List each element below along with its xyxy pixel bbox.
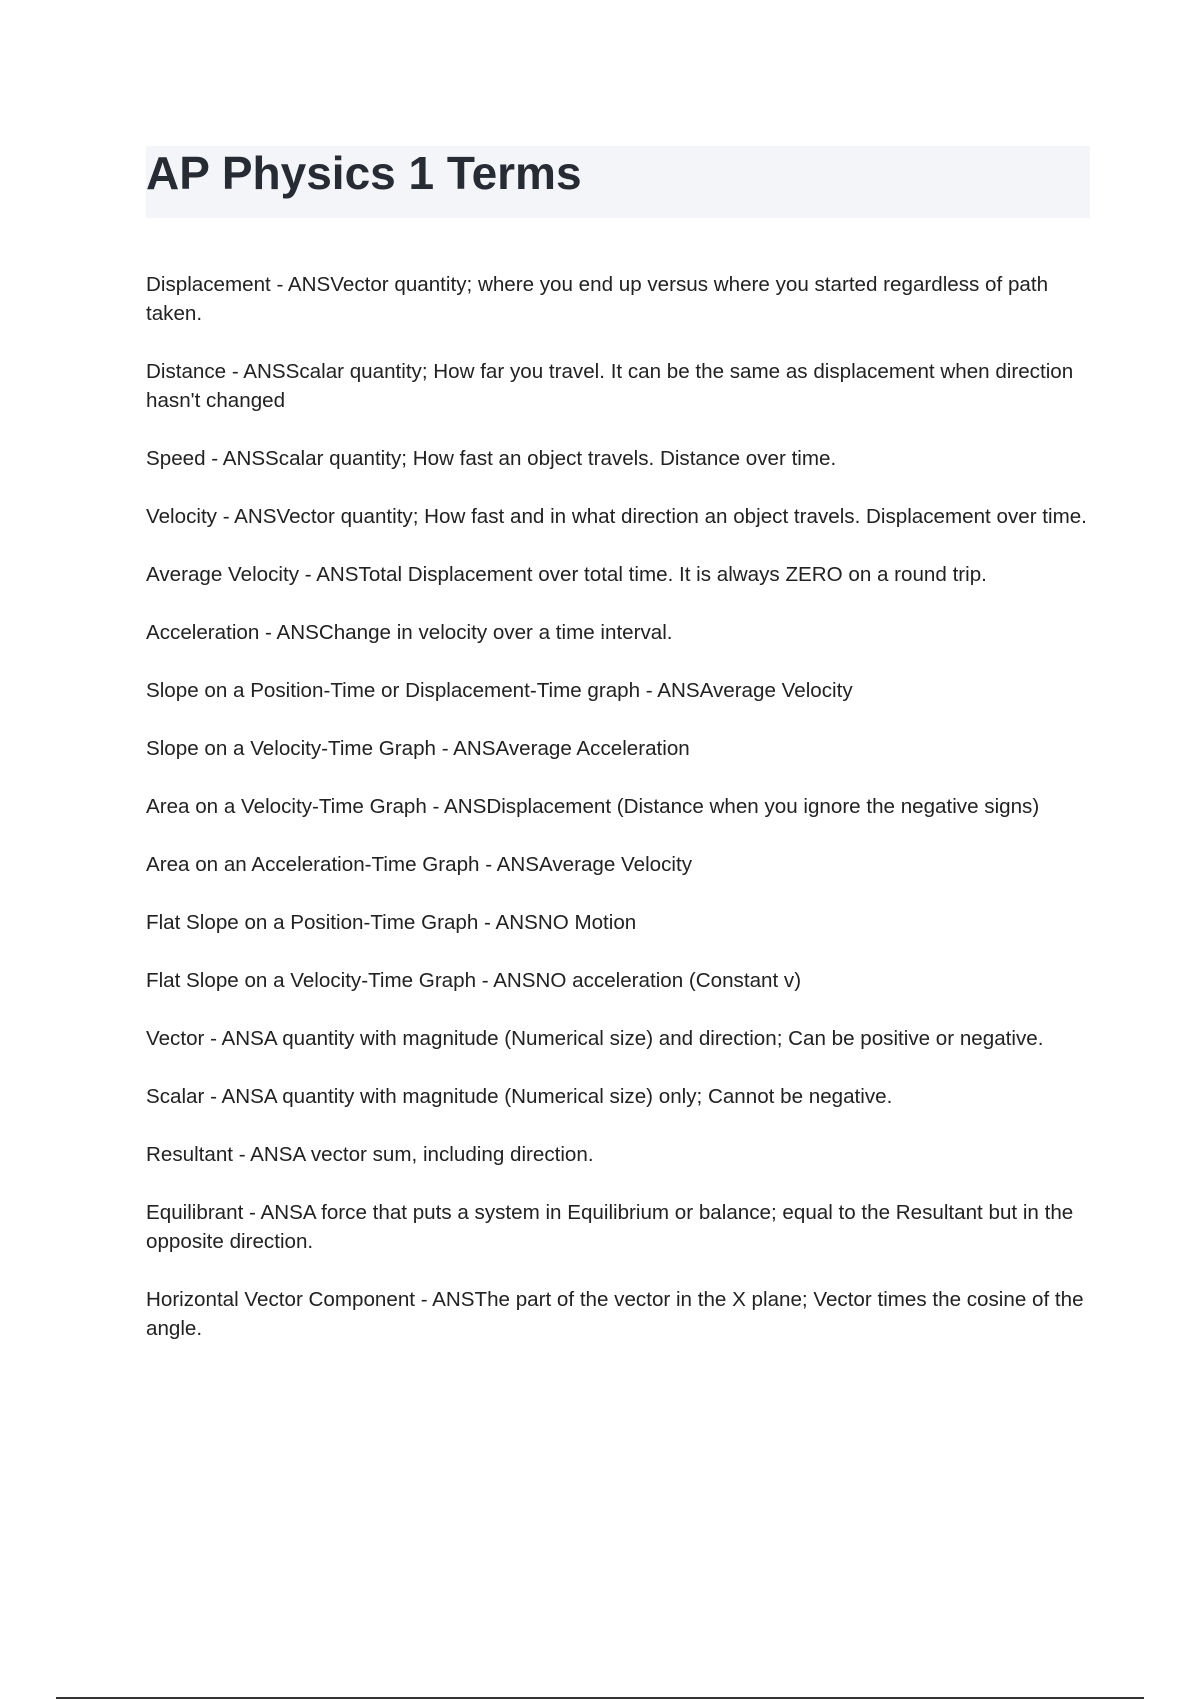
term-item: Flat Slope on a Velocity-Time Graph - ANSNO acceleration (Constant v) <box>146 969 802 992</box>
term-item: Scalar - ANSA quantity with magnitude (Numerical size) only; Cannot be negative. <box>146 1085 893 1108</box>
term-item: Speed - ANSScalar quantity; How fast an object travels. Distance over time. <box>146 447 837 470</box>
term-item: Resultant - ANSA vector sum, including direction. <box>146 1143 594 1166</box>
term-item: Equilibrant - ANSA force that puts a system in Equilibrium or balance; equal to the Resultant but in the opposite direction. <box>146 1201 1074 1253</box>
term-item: Flat Slope on a Position-Time Graph - ANSNO Motion <box>146 911 637 934</box>
page-title: AP Physics 1 Terms <box>146 147 582 199</box>
term-item: Distance - ANSScalar quantity; How far you travel. It can be the same as displacement when direction hasn't changed <box>146 360 1074 412</box>
footer-divider <box>56 1697 1144 1699</box>
term-item: Area on a Velocity-Time Graph - ANSDisplacement (Distance when you ignore the negative signs) <box>146 795 1040 818</box>
term-item: Acceleration - ANSChange in velocity over a time interval. <box>146 621 673 644</box>
term-item: Displacement - ANSVector quantity; where you end up versus where you started regardless of path taken. <box>146 273 1049 325</box>
title-banner <box>146 146 1090 218</box>
term-item: Slope on a Position-Time or Displacement-Time graph - ANSAverage Velocity <box>146 679 853 702</box>
term-item: Slope on a Velocity-Time Graph - ANSAverage Acceleration <box>146 737 690 760</box>
term-item: Area on an Acceleration-Time Graph - ANSAverage Velocity <box>146 853 693 876</box>
term-item: Average Velocity - ANSTotal Displacement over total time. It is always ZERO on a round trip. <box>146 563 987 586</box>
terms-list <box>146 270 1096 1372</box>
term-item: Vector - ANSA quantity with magnitude (Numerical size) and direction; Can be positive or negative. <box>146 1027 1044 1050</box>
term-item: Horizontal Vector Component - ANSThe part of the vector in the X plane; Vector times the cosine of the angle. <box>146 1288 1084 1340</box>
term-item: Velocity - ANSVector quantity; How fast and in what direction an object travels. Displacement over time. <box>146 505 1087 528</box>
